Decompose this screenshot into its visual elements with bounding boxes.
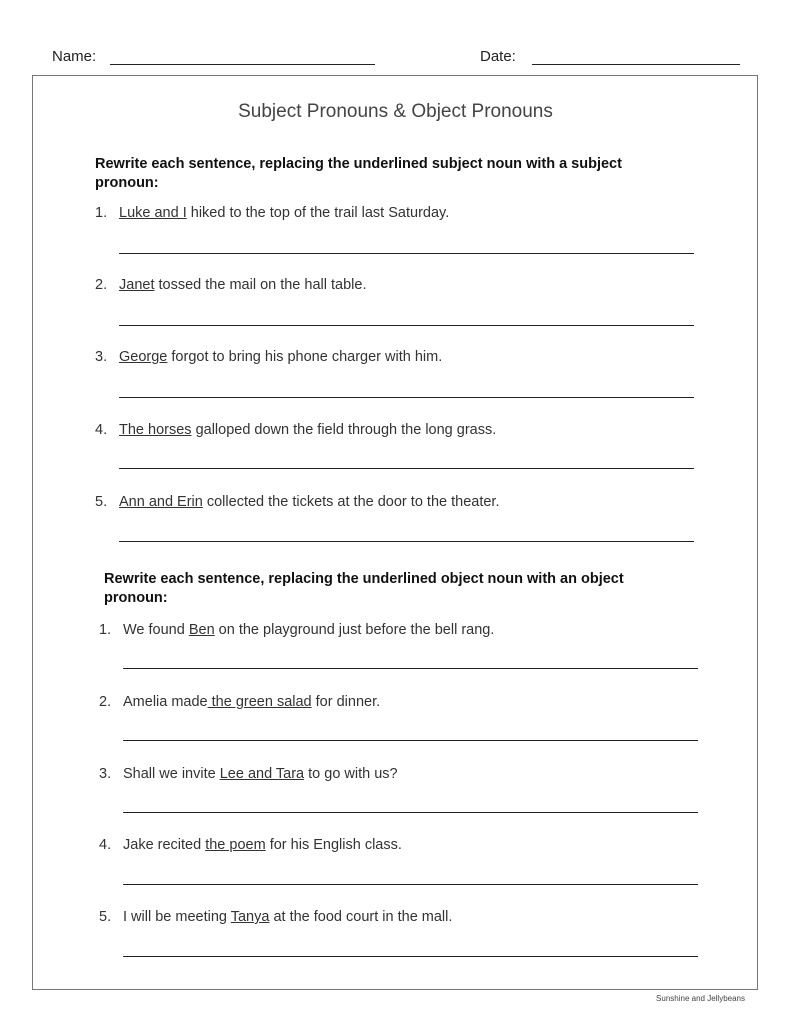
underlined-noun: Janet: [119, 277, 155, 293]
sentence-after: at the food court in the mall.: [269, 909, 453, 925]
sentence-after: collected the tickets at the door to the theater.: [202, 494, 500, 510]
date-field[interactable]: [532, 64, 740, 65]
question-number: 3.: [99, 766, 112, 782]
name-field[interactable]: [110, 64, 375, 65]
question-number: 4.: [99, 837, 112, 853]
underlined-noun: George: [119, 349, 168, 365]
section1-instruction: Rewrite each sentence, replacing the underlined subject noun with a subject pronoun:: [95, 156, 622, 191]
question-number: 2.: [99, 694, 112, 710]
question-item: [95, 205, 449, 221]
sentence-after: forgot to bring his phone charger with him.: [167, 349, 443, 365]
question-item: [95, 422, 496, 438]
answer-line[interactable]: [123, 884, 698, 885]
sentence-before: We found: [123, 622, 189, 638]
underlined-noun: Luke and I: [119, 205, 187, 221]
answer-line[interactable]: [119, 325, 694, 326]
question-number: 3.: [95, 349, 108, 365]
question-item: [99, 622, 494, 638]
sentence-after: on the playground just before the bell rang.: [214, 622, 495, 638]
question-item: [99, 909, 452, 925]
underlined-noun: Lee and Tara: [219, 766, 305, 782]
underlined-noun: Ann and Erin: [119, 494, 203, 510]
sentence-before: Amelia made: [123, 694, 208, 710]
question-number: 2.: [95, 277, 108, 293]
name-label: Name:: [52, 48, 97, 65]
question-item: [95, 349, 442, 365]
sentence-after: galloped down the field through the long grass.: [191, 422, 497, 438]
question-item: [95, 494, 499, 510]
sentence-after: to go with us?: [304, 766, 398, 782]
sentence-before: Jake recited: [123, 837, 206, 853]
question-number: 5.: [99, 909, 112, 925]
sentence-after: tossed the mail on the hall table.: [154, 277, 367, 293]
answer-line[interactable]: [123, 740, 698, 741]
date-label: Date:: [480, 48, 516, 65]
worksheet-title: Subject Pronouns & Object Pronouns: [238, 101, 553, 122]
underlined-noun: Ben: [188, 622, 215, 638]
credit-text: Sunshine and Jellybeans: [656, 994, 745, 1003]
sentence-before: I will be meeting: [123, 909, 231, 925]
underlined-noun: Tanya: [230, 909, 270, 925]
question-number: 1.: [95, 205, 108, 221]
sentence-after: for his English class.: [265, 837, 402, 853]
sentence-before: Shall we invite: [123, 766, 220, 782]
answer-line[interactable]: [119, 253, 694, 254]
question-number: 4.: [95, 422, 108, 438]
answer-line[interactable]: [123, 668, 698, 669]
sentence-after: hiked to the top of the trail last Saturday.: [186, 205, 450, 221]
answer-line[interactable]: [123, 956, 698, 957]
answer-line[interactable]: [119, 397, 694, 398]
question-number: 5.: [95, 494, 108, 510]
answer-line[interactable]: [119, 541, 694, 542]
underlined-noun: the poem: [205, 837, 266, 853]
answer-line[interactable]: [123, 812, 698, 813]
underlined-noun: The horses: [119, 422, 192, 438]
question-item: [95, 277, 366, 293]
answer-line[interactable]: [119, 468, 694, 469]
question-item: [99, 766, 398, 782]
question-number: 1.: [99, 622, 112, 638]
section2-instruction: Rewrite each sentence, replacing the underlined object noun with an object pronoun:: [104, 571, 624, 606]
underlined-noun: the green salad: [207, 694, 312, 710]
question-item: [99, 837, 402, 853]
question-item: [99, 694, 380, 710]
sentence-after: for dinner.: [311, 694, 381, 710]
